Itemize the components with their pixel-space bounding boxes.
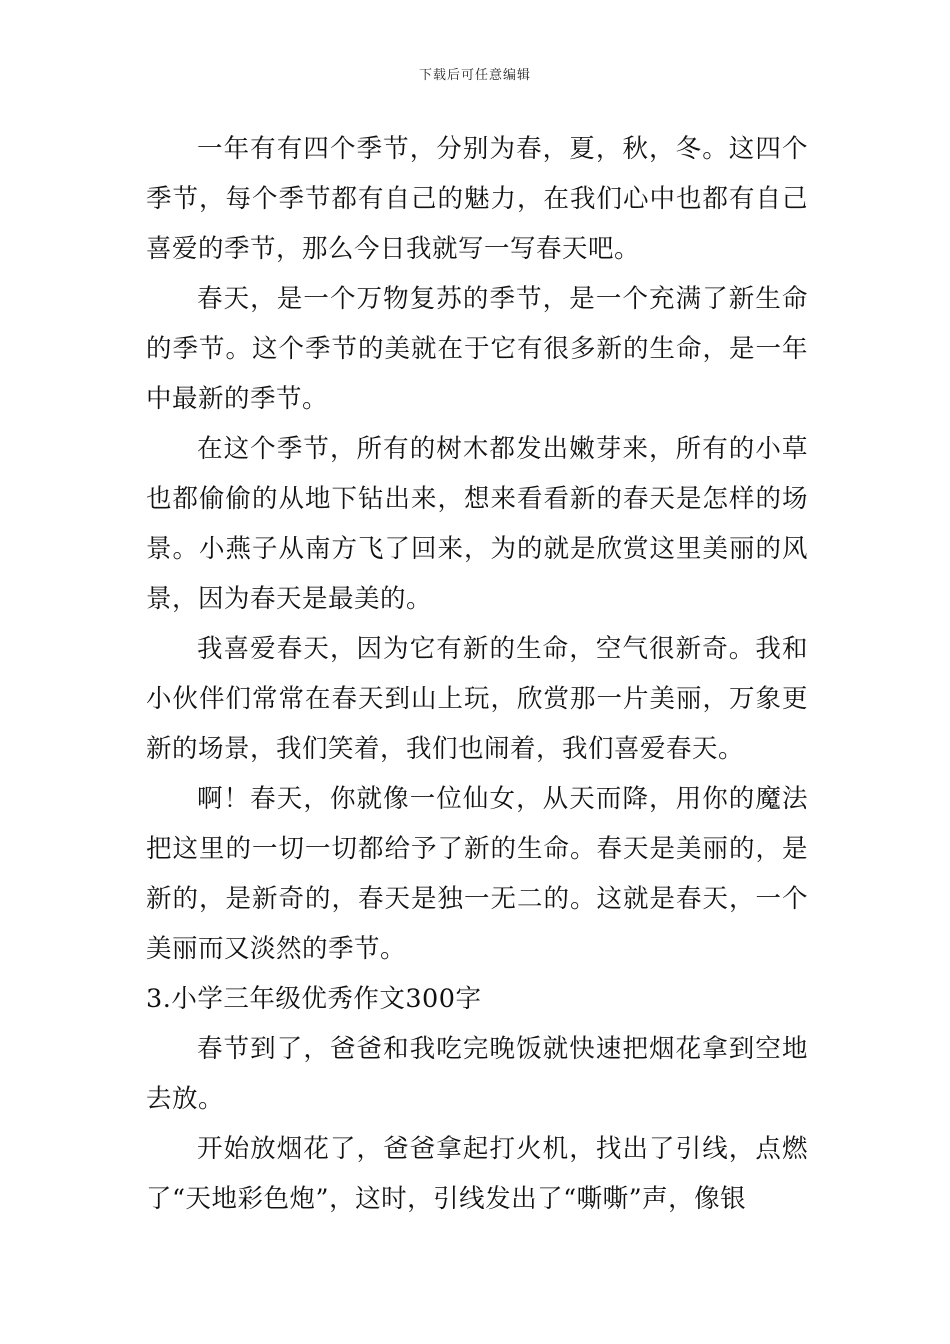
paragraph: 一年有有四个季节，分别为春，夏，秋，冬。这四个季节，每个季节都有自己的魅力，在我们心中也都有自己喜爱的季节，那么今日我就写一写春天吧。 bbox=[146, 134, 808, 264]
paragraph: 啊！春天，你就像一位仙女，从天而降，用你的魔法把这里的一切一切都给予了新的生命。春天是美丽的，是新的，是新奇的，春天是独一无二的。这就是春天，一个美丽而又淡然的季节。 bbox=[146, 784, 808, 964]
paragraph: 在这个季节，所有的树木都发出嫩芽来，所有的小草也都偷偷的从地下钻出来，想来看看新的春天是怎样的场景。小燕子从南方飞了回来，为的就是欣赏这里美丽的风景，因为春天是最美的。 bbox=[146, 434, 808, 614]
paragraph: 我喜爱春天，因为它有新的生命，空气很新奇。我和小伙伴们常常在春天到山上玩，欣赏那一片美丽，万象更新的场景，我们笑着，我们也闹着，我们喜爱春天。 bbox=[146, 634, 808, 764]
document-body bbox=[146, 124, 808, 1224]
paragraph: 春天，是一个万物复苏的季节，是一个充满了新生命的季节。这个季节的美就在于它有很多新的生命，是一年中最新的季节。 bbox=[146, 284, 808, 414]
header-note: 下载后可任意编辑 bbox=[418, 68, 531, 83]
paragraph: 开始放烟花了，爸爸拿起打火机，找出了引线，点燃了“天地彩色炮”，这时，引线发出了“嘶嘶”声，像银 bbox=[146, 1134, 808, 1214]
section-heading: 3.小学三年级优秀作文300字 bbox=[146, 984, 482, 1014]
paragraph: 春节到了，爸爸和我吃完晚饭就快速把烟花拿到空地去放。 bbox=[146, 1034, 808, 1114]
